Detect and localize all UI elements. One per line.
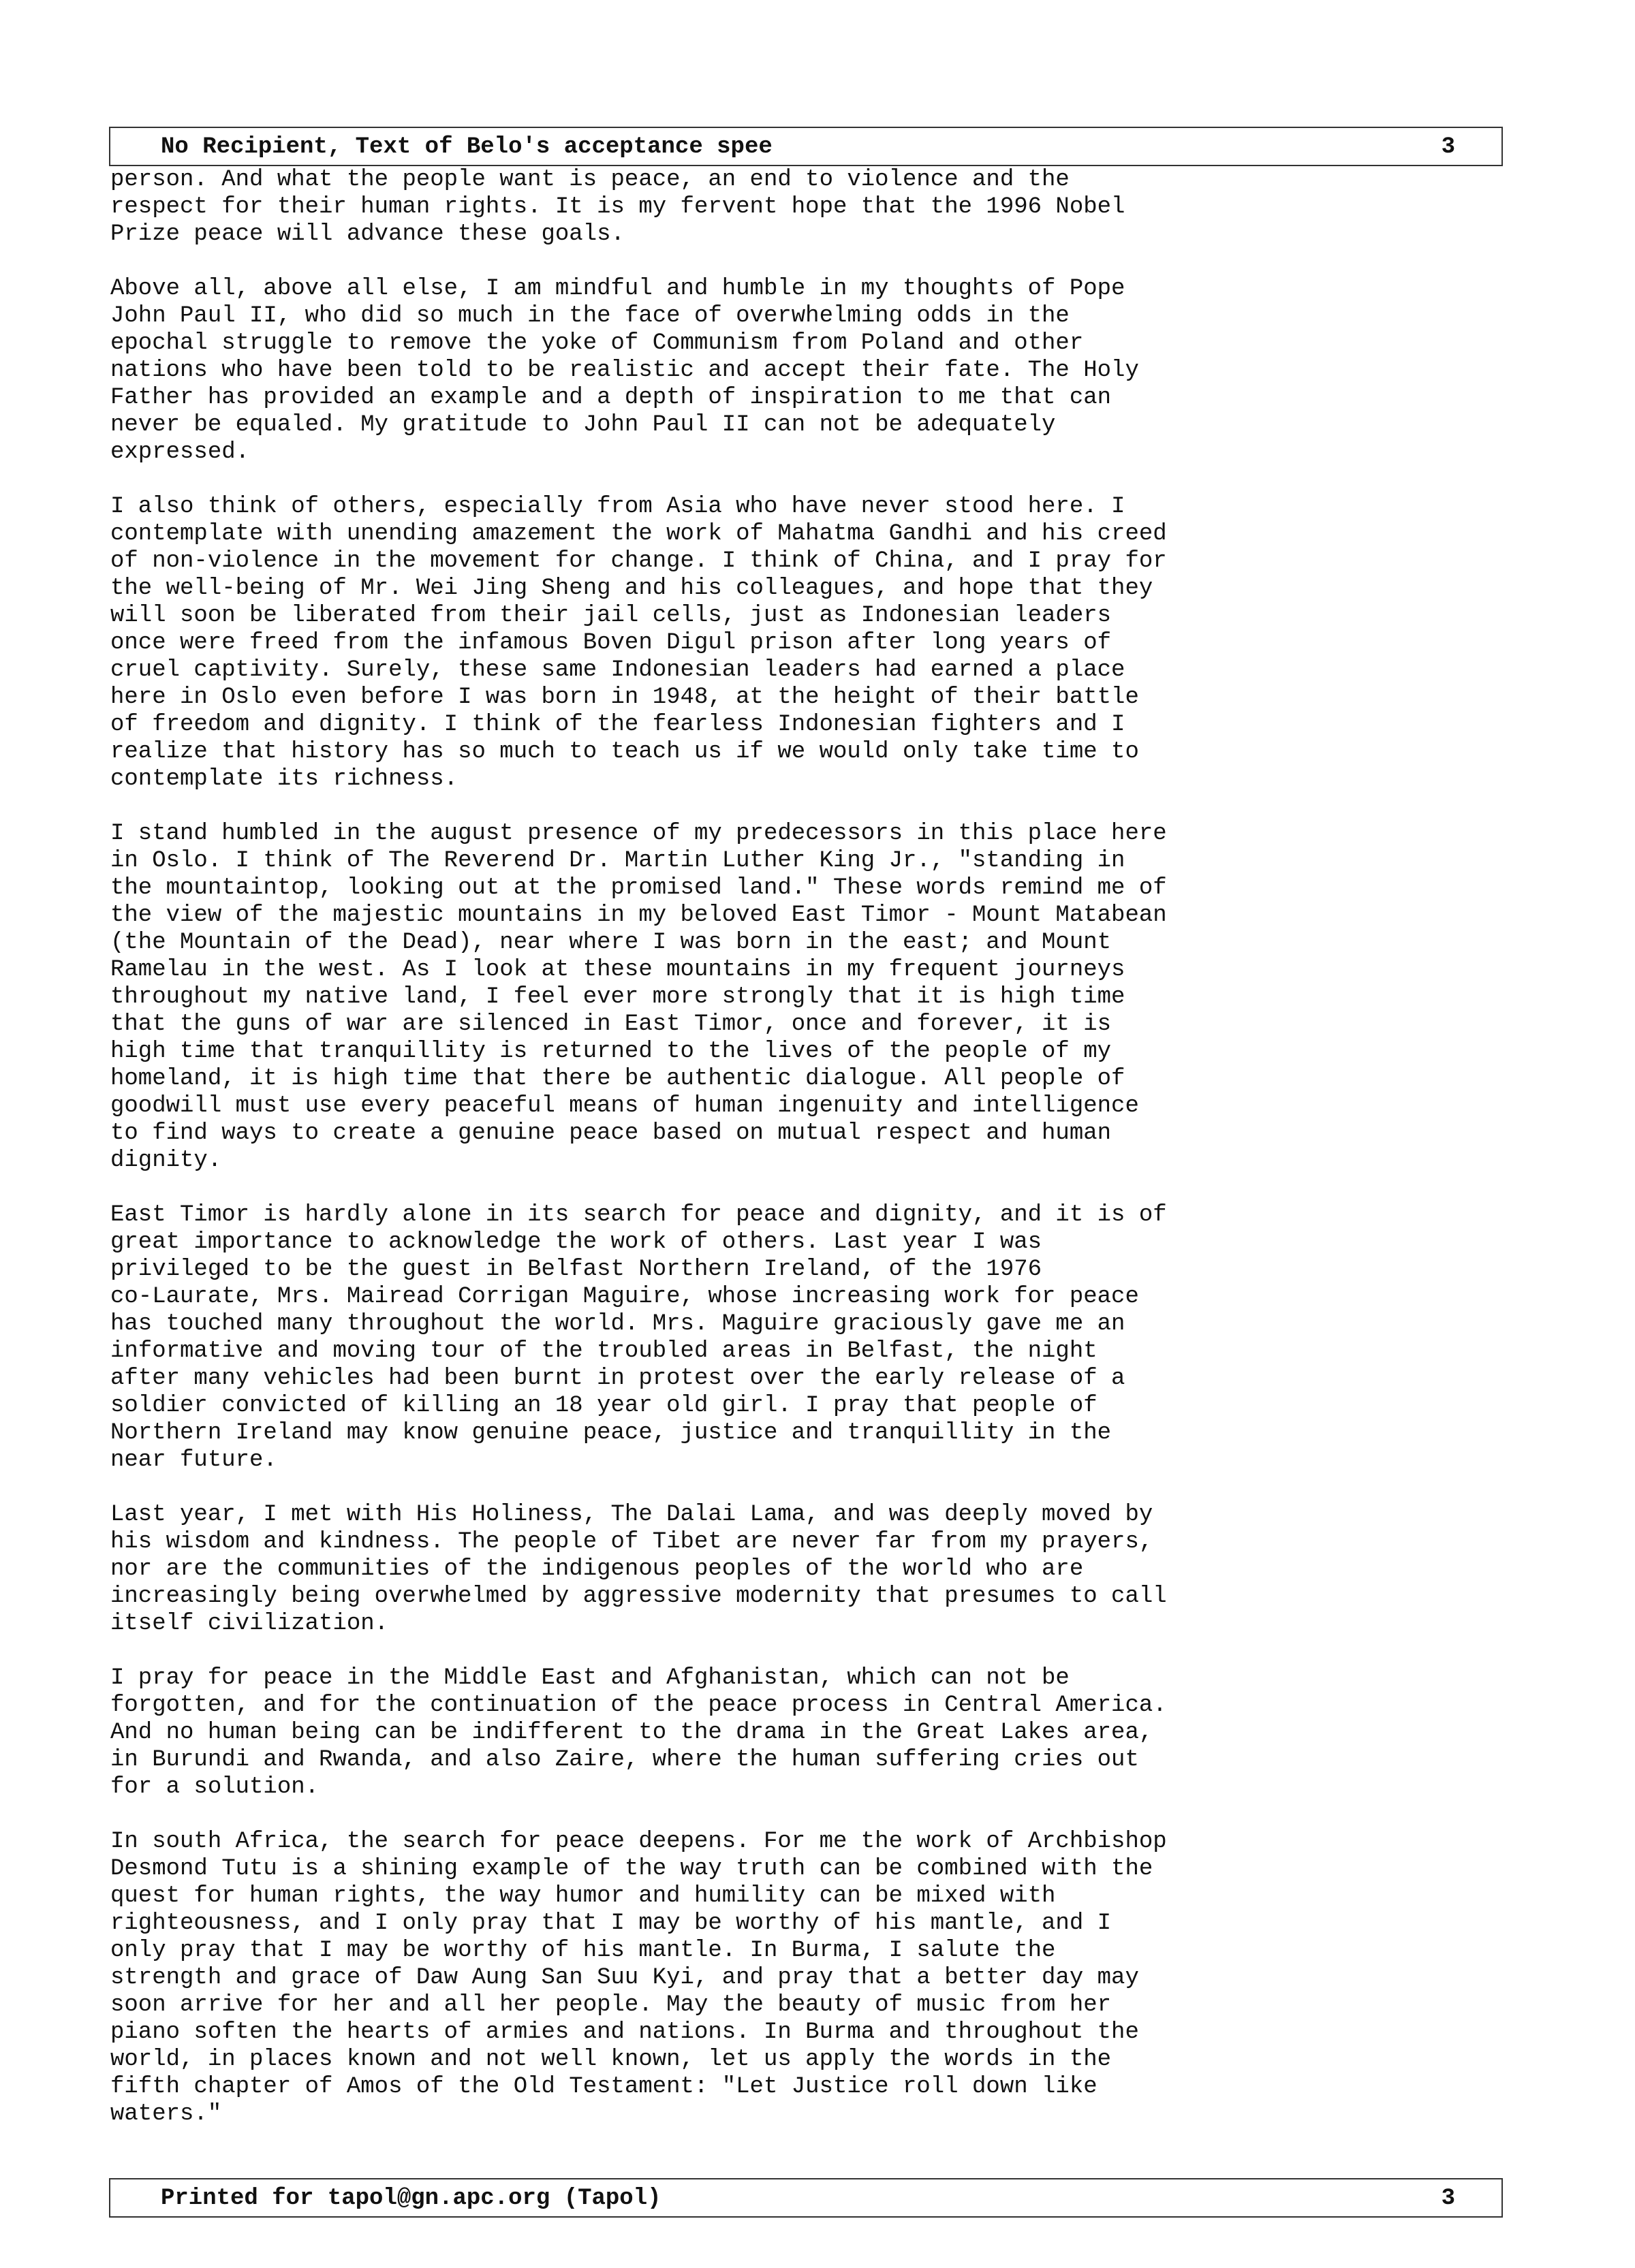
text-line: in Oslo. I think of The Reverend Dr. Martin Luther King Jr., "standing in: [110, 848, 1125, 874]
text-line: goodwill must use every peaceful means of human ingenuity and intelligence: [110, 1093, 1139, 1119]
text-line: In south Africa, the search for peace deepens. For me the work of Archbishop: [110, 1829, 1167, 1855]
header-page-number: 3: [1441, 134, 1455, 160]
text-line: once were freed from the infamous Boven Digul prison after long years of: [110, 630, 1112, 656]
text-line: Northern Ireland may know genuine peace, justice and tranquillity in the: [110, 1420, 1112, 1446]
text-line: realize that history has so much to teach us if we would only take time to: [110, 739, 1139, 765]
text-line: soon arrive for her and all her people. May the beauty of music from her: [110, 1992, 1112, 2018]
text-line: Prize peace will advance these goals.: [110, 221, 625, 247]
text-line: respect for their human rights. It is my fervent hope that the 1996 Nobel: [110, 194, 1125, 220]
text-line: nations who have been told to be realistic and accept their fate. The Holy: [110, 358, 1139, 383]
text-line: cruel captivity. Surely, these same Indonesian leaders had earned a place: [110, 657, 1125, 683]
text-line: John Paul II, who did so much in the face of overwhelming odds in the: [110, 303, 1070, 329]
text-line: for a solution.: [110, 1774, 320, 1800]
text-line: co-Laurate, Mrs. Mairead Corrigan Maguire, whose increasing work for peace: [110, 1284, 1139, 1310]
text-line: here in Oslo even before I was born in 1948, at the height of their battle: [110, 684, 1139, 710]
text-line: the well-being of Mr. Wei Jing Sheng and his colleagues, and hope that they: [110, 576, 1153, 601]
text-line: Father has provided an example and a depth of inspiration to me that can: [110, 385, 1112, 411]
text-line: Last year, I met with His Holiness, The Dalai Lama, and was deeply moved by: [110, 1502, 1153, 1528]
text-line: contemplate its richness.: [110, 766, 458, 792]
text-line: of freedom and dignity. I think of the fearless Indonesian fighters and I: [110, 712, 1125, 738]
text-line: East Timor is hardly alone in its search for peace and dignity, and it is of: [110, 1202, 1167, 1228]
text-line: And no human being can be indifferent to the drama in the Great Lakes area,: [110, 1720, 1153, 1746]
text-line: righteousness, and I only pray that I may be worthy of his mantle, and I: [110, 1910, 1112, 1936]
text-line: great importance to acknowledge the work of others. Last year I was: [110, 1229, 1042, 1255]
text-line: I pray for peace in the Middle East and Afghanistan, which can not be: [110, 1665, 1070, 1691]
paragraph: [110, 820, 1500, 1174]
text-line: the view of the majestic mountains in my beloved East Timor - Mount Matabean: [110, 902, 1167, 928]
text-line: piano soften the hearts of armies and nations. In Burma and throughout the: [110, 2019, 1139, 2045]
text-line: (the Mountain of the Dead), near where I was born in the east; and Mount: [110, 930, 1112, 956]
text-line: informative and moving tour of the troubled areas in Belfast, the night: [110, 1338, 1097, 1364]
text-line: dignity.: [110, 1148, 222, 1174]
text-line: increasingly being overwhelmed by aggressive modernity that presumes to call: [110, 1584, 1167, 1609]
text-line: after many vehicles had been burnt in protest over the early release of a: [110, 1366, 1125, 1391]
text-line: contemplate with unending amazement the work of Mahatma Gandhi and his creed: [110, 521, 1167, 547]
text-line: throughout my native land, I feel ever more strongly that it is high time: [110, 984, 1125, 1010]
text-line: that the guns of war are silenced in East Timor, once and forever, it is: [110, 1011, 1112, 1037]
document-body: [110, 166, 1500, 2155]
text-line: waters.": [110, 2101, 222, 2127]
page-footer: [109, 2178, 1503, 2218]
text-line: privileged to be the guest in Belfast Northern Ireland, of the 1976: [110, 1257, 1042, 1282]
header-title: No Recipient, Text of Belo's acceptance spee: [161, 134, 773, 160]
paragraph: [110, 493, 1500, 793]
text-line: never be equaled. My gratitude to John Paul II can not be adequately: [110, 412, 1056, 438]
text-line: Above all, above all else, I am mindful and humble in my thoughts of Pope: [110, 276, 1125, 302]
text-line: itself civilization.: [110, 1611, 389, 1637]
text-line: to find ways to create a genuine peace based on mutual respect and human: [110, 1120, 1112, 1146]
text-line: person. And what the people want is peace, an end to violence and the: [110, 167, 1070, 193]
text-line: world, in places known and not well known, let us apply the words in the: [110, 2047, 1112, 2073]
text-line: of non-violence in the movement for change. I think of China, and I pray for: [110, 548, 1167, 574]
text-line: expressed.: [110, 439, 250, 465]
text-line: quest for human rights, the way humor and humility can be mixed with: [110, 1883, 1056, 1909]
text-line: soldier convicted of killing an 18 year old girl. I pray that people of: [110, 1393, 1097, 1419]
paragraph: [110, 1501, 1500, 1637]
text-line: nor are the communities of the indigenous peoples of the world who are: [110, 1556, 1084, 1582]
text-line: in Burundi and Rwanda, and also Zaire, where the human suffering cries out: [110, 1747, 1139, 1773]
text-line: epochal struggle to remove the yoke of Communism from Poland and other: [110, 330, 1084, 356]
paragraph: [110, 1828, 1500, 2128]
text-line: only pray that I may be worthy of his mantle. In Burma, I salute the: [110, 1938, 1056, 1964]
text-line: Ramelau in the west. As I look at these mountains in my frequent journeys: [110, 957, 1125, 983]
text-line: I stand humbled in the august presence of my predecessors in this place here: [110, 821, 1167, 847]
text-line: his wisdom and kindness. The people of Tibet are never far from my prayers,: [110, 1529, 1153, 1555]
text-line: homeland, it is high time that there be authentic dialogue. All people of: [110, 1066, 1125, 1092]
text-line: Desmond Tutu is a shining example of the way truth can be combined with the: [110, 1856, 1153, 1882]
text-line: strength and grace of Daw Aung San Suu Kyi, and pray that a better day may: [110, 1965, 1139, 1991]
text-line: forgotten, and for the continuation of the peace process in Central America.: [110, 1692, 1167, 1718]
text-line: has touched many throughout the world. Mrs. Maguire graciously gave me an: [110, 1311, 1125, 1337]
footer-printed-for: Printed for tapol@gn.apc.org (Tapol): [161, 2186, 661, 2211]
text-line: the mountaintop, looking out at the promised land." These words remind me of: [110, 875, 1167, 901]
paragraph: [110, 275, 1500, 466]
text-line: will soon be liberated from their jail cells, just as Indonesian leaders: [110, 603, 1112, 629]
text-line: near future.: [110, 1447, 277, 1473]
paragraph: [110, 166, 1500, 248]
paragraph: [110, 1201, 1500, 1474]
paragraph: [110, 1665, 1500, 1801]
text-line: high time that tranquillity is returned to the lives of the people of my: [110, 1039, 1112, 1065]
text-line: I also think of others, especially from Asia who have never stood here. I: [110, 494, 1125, 520]
footer-page-number: 3: [1441, 2186, 1455, 2211]
page-header: [109, 127, 1503, 166]
text-line: fifth chapter of Amos of the Old Testament: "Let Justice roll down like: [110, 2074, 1097, 2100]
